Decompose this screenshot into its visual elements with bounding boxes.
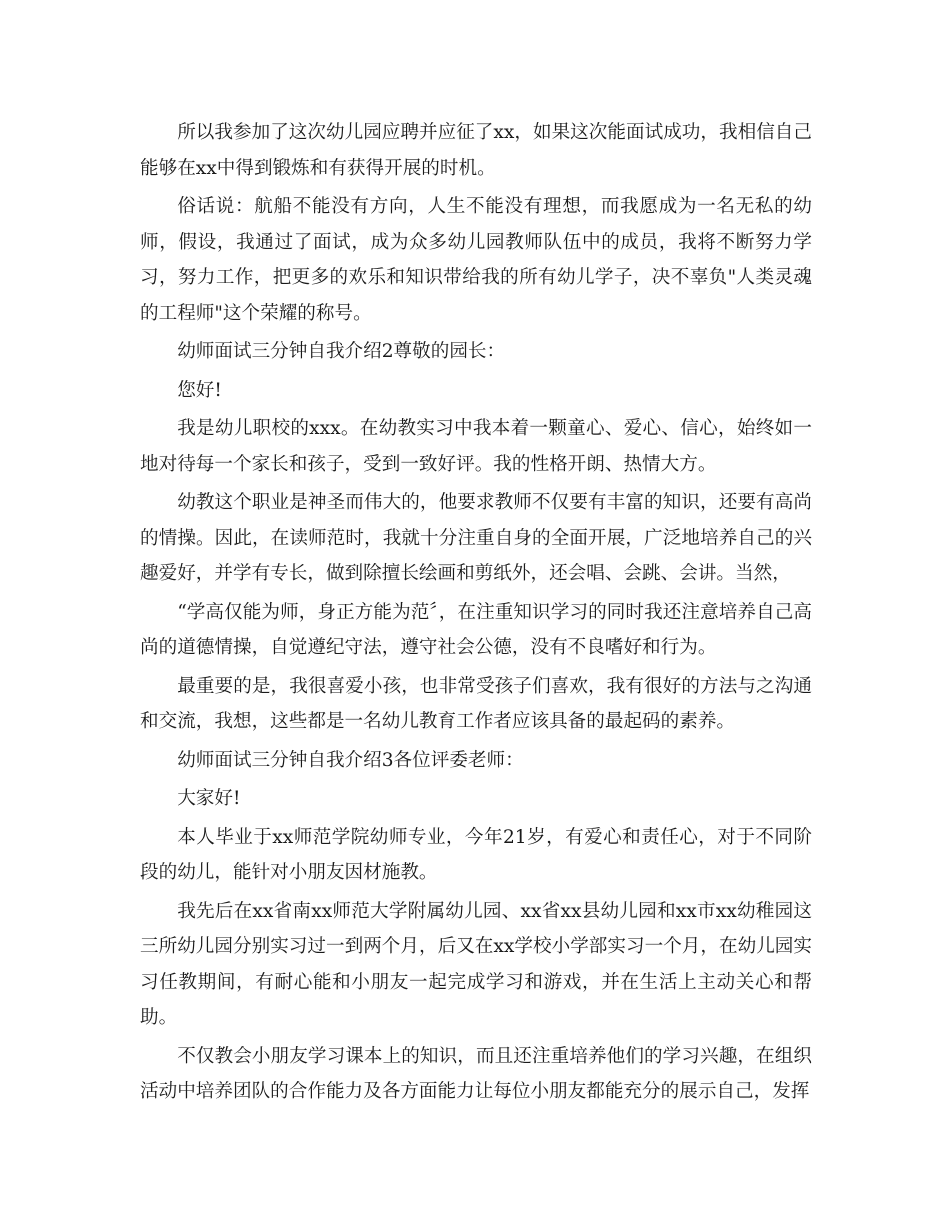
paragraph-3: 我是幼儿职校的xxx。在幼教实习中我本着一颗童心、爱心、信心，始终如一地对待每一个家长和孩子，受到一致好评。我的性格开朗、热情大方。: [140, 418, 812, 475]
paragraph-4: 幼教这个职业是神圣而伟大的，他要求教师不仅要有丰富的知识，还要有高尚的情操。因此，在读师范时，我就十分注重自身的全面开展，广泛地培养自己的兴趣爱好，并学有专长，做到除擅长绘画和剪纸外，还会唱、会跳、会讲。当然，: [140, 492, 812, 584]
section-heading-2: 幼师面试三分钟自我介绍2尊敬的园长：: [177, 341, 506, 362]
greeting-3: 大家好!: [177, 788, 241, 809]
paragraph-7: 本人毕业于xx师范学院幼师专业，今年21岁，有爱心和责任心，对于不同阶段的幼儿，能针对小朋友因材施教。: [140, 826, 812, 883]
greeting-2: 您好!: [177, 379, 222, 401]
paragraph-8: 我先后在xx省南xx师范大学附属幼儿园、xx省xx县幼儿园和xx市xx幼稚园这三所幼儿园分别实习过一到两个月，后又在xx学校小学部实习一个月，在幼儿园实习任教期间，有耐心能和小朋友一起完成学习和游戏，并在生活上主动关心和帮助。: [140, 900, 812, 1028]
document-page: [140, 115, 812, 1113]
paragraph-6: 最重要的是，我很喜爱小孩，也非常受孩子们喜欢，我有很好的方法与之沟通和交流，我想，这些都是一名幼儿教育工作者应该具备的最起码的素养。: [140, 675, 812, 732]
paragraph-5: “学高仅能为师，身正方能为范〞，在注重知识学习的同时我还注意培养自己高尚的道德情操，自觉遵纪守法，遵守社会公德，没有不良嗜好和行为。: [140, 601, 812, 658]
paragraph-2: 俗话说：航船不能没有方向，人生不能没有理想，而我愿成为一名无私的幼师，假设，我通过了面试，成为众多幼儿园教师队伍中的成员，我将不断努力学习，努力工作，把更多的欢乐和知识带给我的所有幼儿学子，决不辜负"人类灵魂的工程师"这个荣耀的称号。: [140, 196, 812, 324]
section-heading-3: 幼师面试三分钟自我介绍3各位评委老师：: [177, 749, 524, 771]
paragraph-9: 不仅教会小朋友学习课本上的知识，而且还注重培养他们的学习兴趣，在组织活动中培养团队的合作能力及各方面能力让每位小朋友都能充分的展示自己，发挥: [140, 1045, 812, 1102]
paragraph-1: 所以我参加了这次幼儿园应聘并应征了xx，如果这次能面试成功，我相信自己能够在xx中得到锻炼和有获得开展的时机。: [140, 122, 812, 179]
